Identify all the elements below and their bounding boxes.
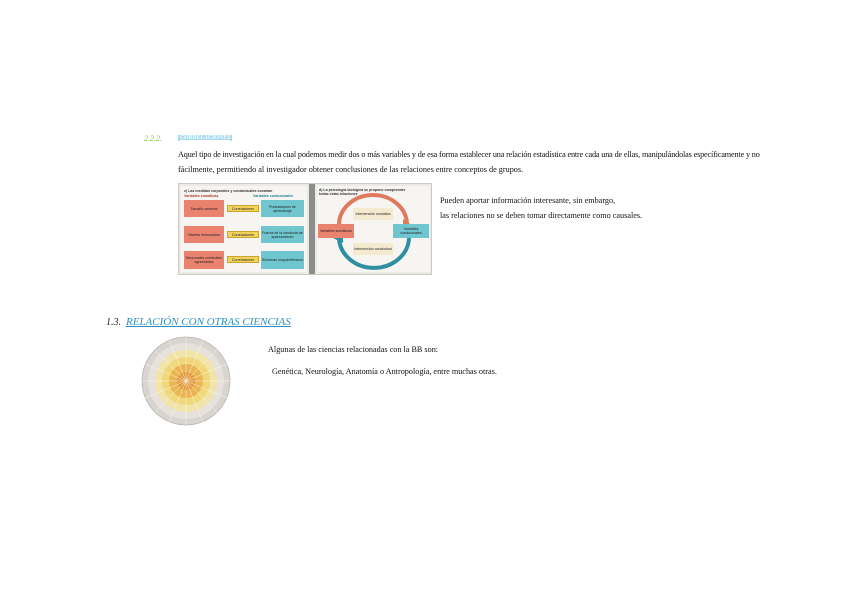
panel-c-col2: Variables conductuales [253,194,293,198]
figure-panel-c [181,186,307,272]
behavioral-variables: Variables conductuales [393,224,429,238]
correlation-figure [178,183,432,275]
somatic-box: Neuronales cerebrales agrandados [184,251,224,269]
sciences-intro: Algunas de las ciencias relacionadas con la BB son: [268,345,439,354]
panel-c-title: c) Las medidas corporales y conductuales covarían [184,189,273,193]
figure-divider [309,184,315,274]
panel-d-title-2: todas estas relaciones [319,192,358,196]
correlation-arrow: Correlaciones [227,231,259,238]
paragraph-line: Aquel tipo de investigación en la cual podemos medir dos o más variables y de esa forma establecer una relación estadística entre cada una de ellas, manipulándolas específicamente y no [178,150,760,159]
panel-d-title: d) La psicología biológica se propone comprender [319,188,406,192]
figure-note [440,193,642,223]
somatic-variables: Variables somáticas [318,224,354,238]
section-title: CORRELACIONES [180,135,231,141]
correlation-arrow: Correlaciones [227,256,259,263]
somatic-intervention: Intervención somática [353,208,393,220]
paragraph-line: fácilmente, permitiendo al investigador obtener conclusiones de las relaciones entre conceptos de grupos. [178,165,524,174]
somatic-box: Tamaño cerebral [184,200,224,217]
sciences-list: Genética, Neurología, Anatomía o Antropología, entre muchas otras. [272,367,497,376]
figure-panel-d [317,186,430,272]
correlation-arrow: Correlaciones [227,205,259,212]
behavioral-intervention: Intervención conductual [353,243,393,255]
panel-c-col1: Variables somáticas [184,194,219,198]
behavioral-box: Fuerza de la conducta de apareamiento [261,226,304,243]
note-line: las relaciones no se deben tomar directamente como causales. [440,211,643,220]
sciences-wheel-diagram [141,336,231,426]
somatic-box: Niveles hormonales [184,226,224,243]
section-title: RELACIÓN CON OTRAS CIENCIAS [126,316,291,328]
section-number: 1.3. [106,317,121,328]
behavioral-box: Puntuaciones de aprendizaje [261,200,304,217]
behavioral-box: Síntomas esquizofrénicos [261,251,304,269]
section-number: 2.2.2. [144,134,162,143]
section-paragraph [178,147,778,177]
note-line: Pueden aportar información interesante, sin embargo, [440,196,616,205]
